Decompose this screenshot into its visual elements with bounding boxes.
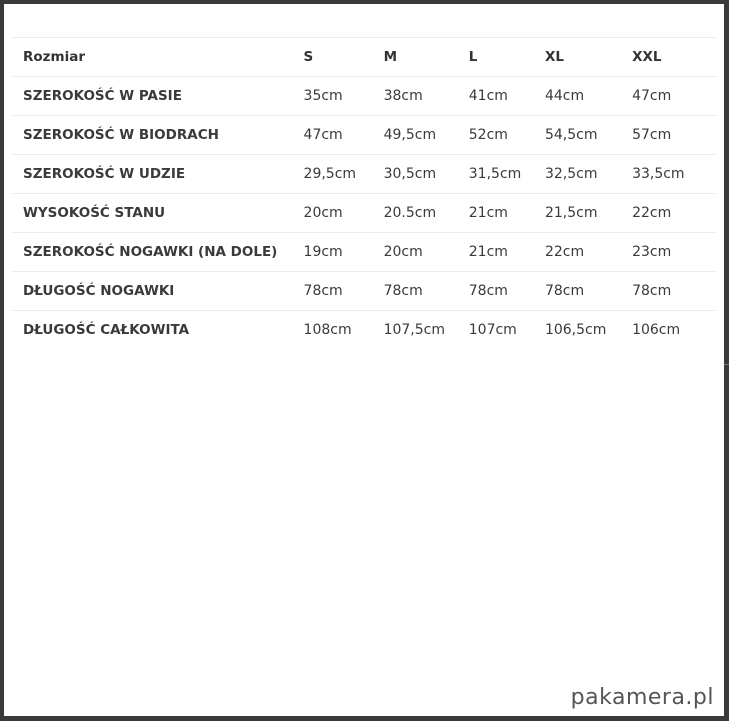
cell-value: 54,5cm [545,116,632,155]
header-size-m: M [384,38,469,77]
cell-value: 20cm [384,233,469,272]
size-table [12,37,717,349]
cell-value: 33,5cm [632,155,717,194]
cell-value: 19cm [304,233,384,272]
page-frame [4,4,724,716]
cell-value: 22cm [632,194,717,233]
cell-value: 52cm [469,116,545,155]
cell-value: 38cm [384,77,469,116]
cell-value: 106cm [632,311,717,350]
table-row [12,194,717,233]
cell-value: 107,5cm [384,311,469,350]
table-row [12,155,717,194]
cell-value: 78cm [384,272,469,311]
cell-value: 22cm [545,233,632,272]
cell-value: 21,5cm [545,194,632,233]
cell-value: 106,5cm [545,311,632,350]
cell-value: 44cm [545,77,632,116]
header-size-xxl: XXL [632,38,717,77]
cell-value: 29,5cm [304,155,384,194]
cell-value: 31,5cm [469,155,545,194]
cell-value: 108cm [304,311,384,350]
cell-value: 78cm [545,272,632,311]
cell-value: 78cm [469,272,545,311]
table-header-row [12,38,717,77]
cell-value: 20cm [304,194,384,233]
row-label: SZEROKOŚĆ W BIODRACH [12,116,304,155]
header-size-l: L [469,38,545,77]
cell-value: 49,5cm [384,116,469,155]
cell-value: 78cm [304,272,384,311]
row-label: SZEROKOŚĆ W UDZIE [12,155,304,194]
cell-value: 32,5cm [545,155,632,194]
cell-value: 23cm [632,233,717,272]
cell-value: 30,5cm [384,155,469,194]
cell-value: 47cm [304,116,384,155]
pakamera-watermark: pakamera.pl [570,685,714,710]
table-row [12,77,717,116]
cell-value: 47cm [632,77,717,116]
cell-value: 21cm [469,194,545,233]
cell-value: 35cm [304,77,384,116]
row-label: DŁUGOŚĆ NOGAWKI [12,272,304,311]
table-row [12,233,717,272]
cell-value: 78cm [632,272,717,311]
header-size-s: S [304,38,384,77]
row-label: WYSOKOŚĆ STANU [12,194,304,233]
header-size-label: Rozmiar [12,38,304,77]
cell-value: 20.5cm [384,194,469,233]
cell-value: 107cm [469,311,545,350]
row-label: SZEROKOŚĆ W PASIE [12,77,304,116]
cell-value: 21cm [469,233,545,272]
table-row [12,272,717,311]
cell-value: 57cm [632,116,717,155]
header-size-xl: XL [545,38,632,77]
table-row [12,116,717,155]
edge-tick [724,364,729,365]
table-row [12,311,717,350]
row-label: SZEROKOŚĆ NOGAWKI (NA DOLE) [12,233,304,272]
cell-value: 41cm [469,77,545,116]
row-label: DŁUGOŚĆ CAŁKOWITA [12,311,304,350]
